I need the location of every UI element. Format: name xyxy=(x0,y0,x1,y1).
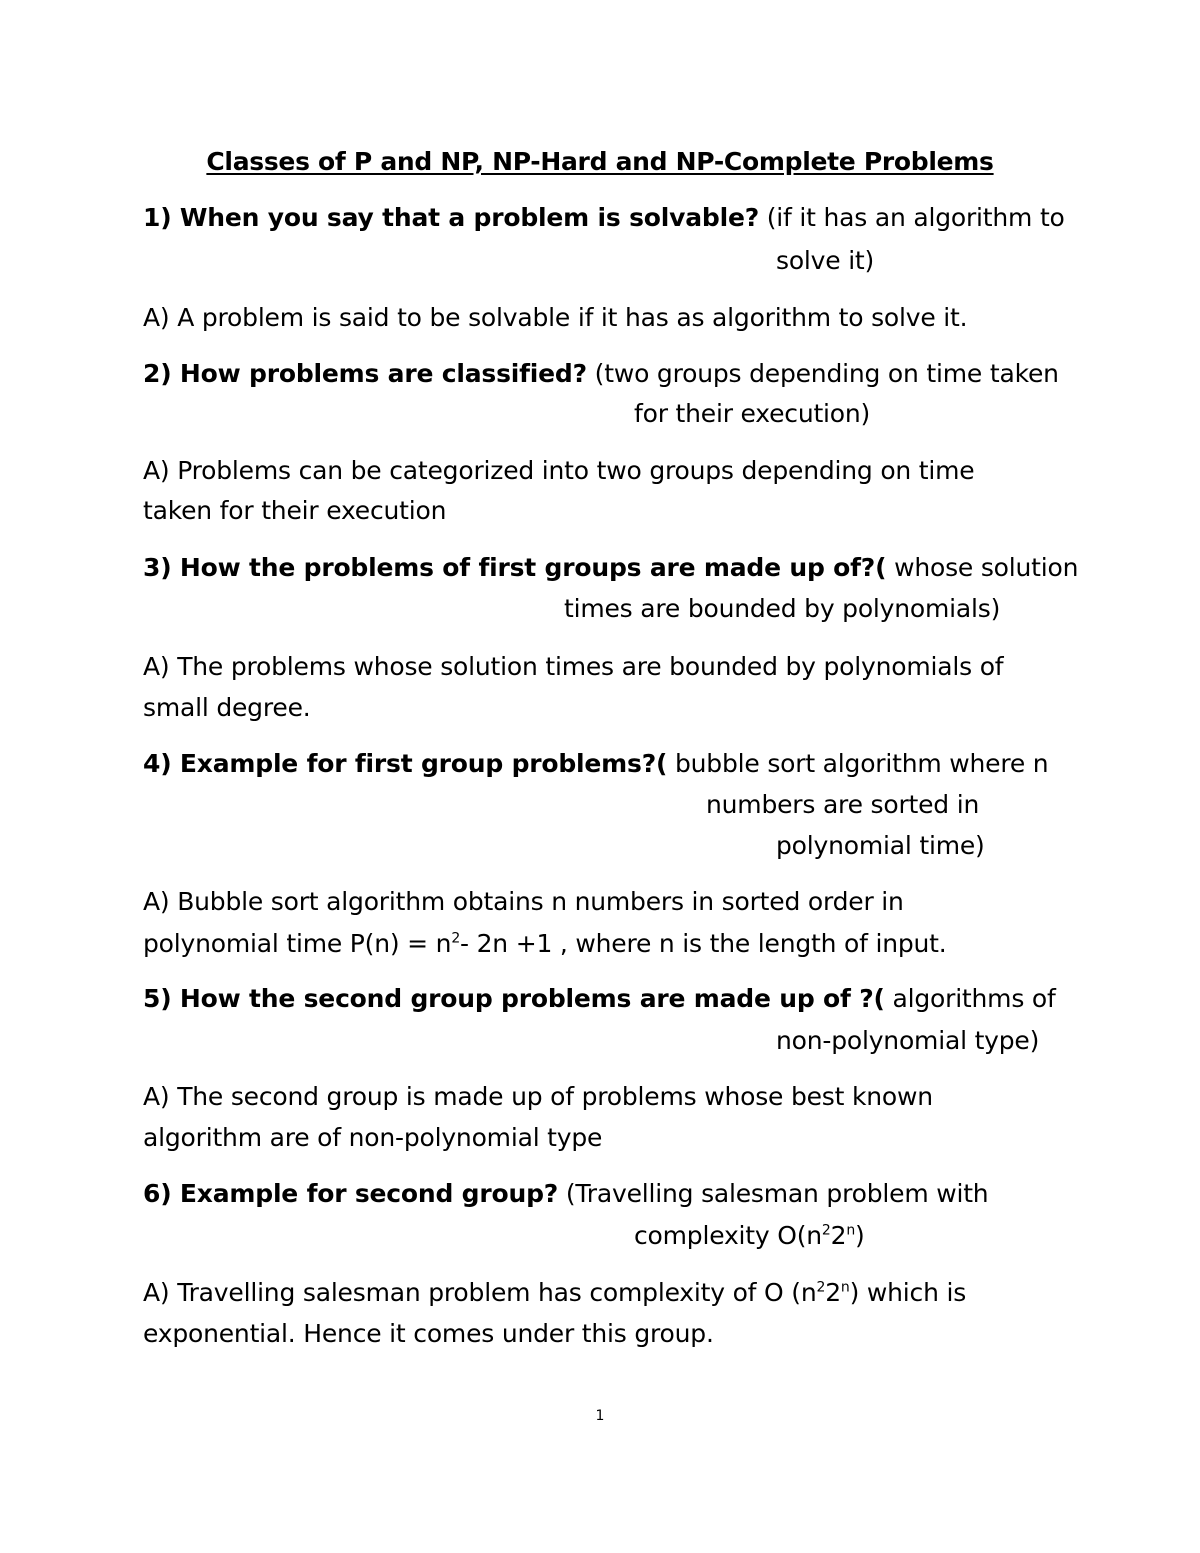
superscript: 2 xyxy=(451,930,461,947)
answer-4-line-2 xyxy=(143,928,947,960)
answer-6-text: A) Travelling salesman problem has complexity of O (n xyxy=(143,1278,817,1307)
hint-6-base: 2 xyxy=(830,1221,847,1250)
question-3-hint-cont: times are bounded by polynomials) xyxy=(564,594,1001,623)
answer-6-text-cont: ) which is xyxy=(849,1278,967,1307)
question-6-line xyxy=(143,1178,988,1210)
question-5-hint-cont: non-polynomial type) xyxy=(776,1026,1040,1055)
answer-5-line-1: A) The second group is made up of problems whose best known xyxy=(143,1082,933,1111)
page-number: 1 xyxy=(595,1408,605,1424)
question-3: 3) How the problems of first groups are made up of?( xyxy=(143,553,887,582)
superscript: 2 xyxy=(821,1222,831,1239)
answer-4-text: polynomial time P(n) = n xyxy=(143,929,452,958)
answer-3-line-2: small degree. xyxy=(143,693,311,722)
question-2-hint: (two groups depending on time taken xyxy=(586,359,1059,388)
question-5-hint: algorithms of xyxy=(884,984,1056,1013)
question-4-hint-cont-2: polynomial time) xyxy=(776,831,985,860)
question-3-line xyxy=(143,552,1078,584)
question-1-hint: (if it has an algorithm to xyxy=(759,203,1065,232)
question-1-line xyxy=(143,202,1065,234)
question-6-hint-cont xyxy=(634,1220,865,1252)
question-2: 2) How problems are classified? xyxy=(143,359,587,388)
hint-6-close: ) xyxy=(855,1221,865,1250)
hint-6-text: complexity O(n xyxy=(634,1221,822,1250)
question-4: 4) Example for first group problems?( xyxy=(143,749,668,778)
question-6-hint: (Travelling salesman problem with xyxy=(558,1179,989,1208)
answer-4-text-cont: - 2n +1 , where n is the length of input. xyxy=(460,929,947,958)
answer-6-base: 2 xyxy=(825,1278,841,1307)
question-6: 6) Example for second group? xyxy=(143,1179,559,1208)
question-1: 1) When you say that a problem is solvable? xyxy=(143,203,759,232)
question-2-hint-cont: for their execution) xyxy=(634,399,871,428)
superscript: n xyxy=(846,1222,856,1239)
answer-5-line-2: algorithm are of non-polynomial type xyxy=(143,1123,603,1152)
superscript: 2 xyxy=(816,1279,826,1296)
question-5: 5) How the second group problems are made up of ?( xyxy=(143,984,885,1013)
superscript: n xyxy=(840,1279,850,1296)
question-2-line xyxy=(143,358,1059,390)
answer-4-line-1: A) Bubble sort algorithm obtains n numbers in sorted order in xyxy=(143,887,904,916)
question-4-hint: bubble sort algorithm where n xyxy=(667,749,1049,778)
answer-2-line-2: taken for their execution xyxy=(143,496,447,525)
document-title: Classes of P and NP, NP-Hard and NP-Complete Problems xyxy=(206,147,994,176)
answer-3-line-1: A) The problems whose solution times are bounded by polynomials of xyxy=(143,652,1004,681)
question-5-line xyxy=(143,983,1056,1015)
question-4-line xyxy=(143,748,1048,780)
question-4-hint-cont-1: numbers are sorted in xyxy=(706,790,980,819)
answer-2-line-1: A) Problems can be categorized into two groups depending on time xyxy=(143,456,975,485)
answer-1: A) A problem is said to be solvable if it has as algorithm to solve it. xyxy=(143,303,968,332)
answer-6-line-2: exponential. Hence it comes under this group. xyxy=(143,1319,714,1348)
question-3-hint: whose solution xyxy=(886,553,1079,582)
question-1-hint-cont: solve it) xyxy=(776,246,875,275)
answer-6-line-1 xyxy=(143,1277,966,1309)
